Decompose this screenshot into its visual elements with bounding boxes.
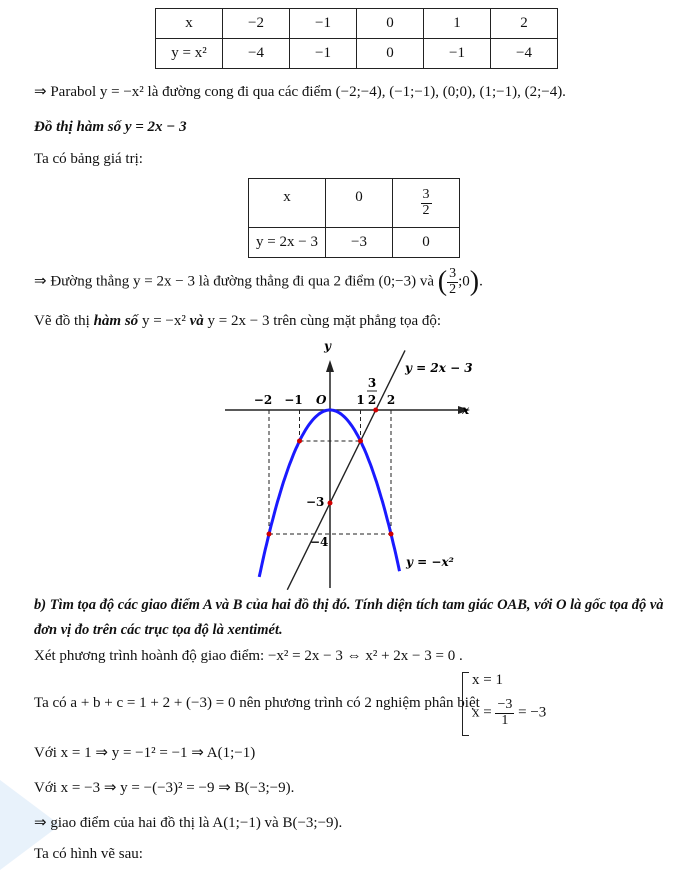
table-cell: 0 [326,179,393,228]
x-tick-label: −1 [284,393,303,407]
draw-intro-text [34,313,441,330]
x-axis-label: x [462,403,470,417]
graph-point [267,532,272,537]
x-tick-label: 2 [386,393,396,407]
table-cell: −4 [491,39,558,69]
case-x2-text: Với x = −3 ⇒ y = −(−3)² = −9 ⇒ B(−3;−9). [34,780,295,796]
final-text: Ta có hình vẽ sau: [34,846,143,862]
x-tick-label: 1 [356,393,365,407]
line-label: y = 2x − 3 [405,361,473,375]
table-cell: −1 [424,39,491,69]
fraction-denominator: 1 [501,712,509,728]
parabola-label: y = −x² [406,555,454,569]
table-cell: −3 [326,228,393,258]
section-heading-linear: Đồ thị hàm số y = 2x − 3 [34,119,187,135]
value-table-parabola [155,8,558,69]
value-table-linear [248,178,460,258]
line-points-main: ⇒ Đường thẳng y = 2x − 3 là đường thẳng đi qua 2 điểm (0;−3) và [34,273,435,290]
case-x1-text: Với x = 1 ⇒ y = −1² = −1 ⇒ A(1;−1) [34,745,256,761]
part-b-question-line1: b) Tìm tọa độ các giao điểm A và B của hai đồ thị đó. Tính diện tích tam giác OAB, với O là gốc tọa độ và [34,597,664,613]
line-points-text: ⇒ Đường thẳng y = 2x − 3 là đường thẳng đi qua 2 điểm (0;−3) và ( $\frac{3}{2}$ ;0). [34,265,483,297]
fraction-numerator: 3 [449,265,457,281]
x-tick-label: −2 [253,393,273,407]
text: y = −x² [138,313,190,329]
part-b-question-line2: đơn vị đo trên các trục tọa độ là xentimét. [34,622,283,638]
root-2 [472,698,546,728]
fraction-numerator: 3 [422,186,430,202]
root-1: x = 1 [472,672,503,688]
table-cell: 1 [424,9,491,39]
system-bracket [462,672,469,736]
fraction-denominator: 2 [422,202,430,218]
text: y = 2x − 3 trên cùng mặt phẳng tọa độ: [203,313,442,329]
graph-point [358,439,363,444]
table-cell: −1 [290,9,357,39]
fraction-numerator: −3 [497,697,513,712]
y-tick-label: −3 [306,495,325,509]
table-cell: −4 [223,39,290,69]
fraction-denominator: 2 [449,281,457,297]
y-axis-label: y [324,339,331,353]
line-graph [287,350,405,589]
y-tick-label: −4 [310,535,329,549]
frac-tick-denominator: 2 [367,393,377,407]
point-tail: ;0 [458,273,470,290]
table-cell: −2 [223,9,290,39]
table-cell: y = 2x − 3 [249,228,326,258]
parabola-points-text: ⇒ Parabol y = −x² là đường cong đi qua các điểm (−2;−4), (−1;−1), (0;0), (1;−1), (2;−4). [34,84,566,100]
table-cell: y = x² [156,39,223,69]
graph-point [297,439,302,444]
y-axis-arrow-icon [326,360,334,372]
table-cell: −1 [290,39,357,69]
table-cell: 0 [393,228,460,258]
table-cell: x [156,9,223,39]
text: = −3 [518,704,547,721]
text: x = [472,704,492,721]
value-table-intro: Ta có bảng giá trị: [34,151,143,167]
conclusion-text: ⇒ giao điểm của hai đồ thị là A(1;−1) và B(−3;−9). [34,815,343,831]
function-graph [200,330,500,590]
table-cell: x [249,179,326,228]
origin-label: O [316,393,327,407]
equation-text: Xét phương trình hoành độ giao điểm: −x² = 2x − 3 ⇔ x² + 2x − 3 = 0 . [34,648,463,664]
frac-tick-numerator: 3 [367,376,377,390]
table-cell: 2 [491,9,558,39]
table-cell-fraction [393,179,460,228]
period: . [479,273,483,290]
table-cell: 0 [357,9,424,39]
text-bold: và [189,313,204,329]
graph-point [373,408,378,413]
table-cell: 0 [357,39,424,69]
graph-point [389,532,394,537]
text-bold: hàm số [93,313,139,329]
graph-point [328,501,333,506]
text: Vẽ đồ thị [34,313,94,329]
abc-text: Ta có a + b + c = 1 + 2 + (−3) = 0 nên phương trình có 2 nghiệm phân biệt [34,695,480,711]
